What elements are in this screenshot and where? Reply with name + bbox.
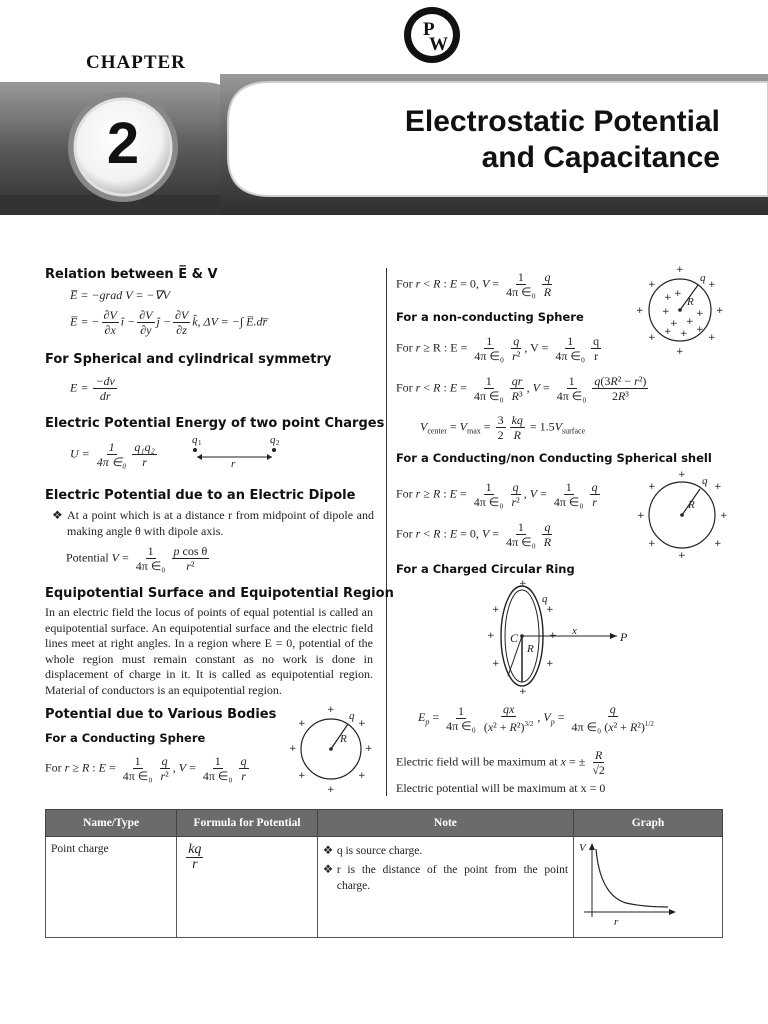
formula-dipole: Potential V = $\frac{1}{\text{4π ∈₀}}$ $\frac{\text{p cos θ}}{\text{r²}}$ [66, 544, 208, 573]
svg-text:P: P [423, 19, 435, 40]
formula-non-conducting-outside: For r ≥ R : E = $\frac{1}{\text{4π ∈₀}}$ $\frac{q}{\text{r²}}$ , V = $\frac{1}{\text{4π ∈₀}}$ $\frac{q}{r}$ [396, 334, 600, 363]
dipole-bullet: ❖ At a point which is at a distance r from midpoint of dipole and making angle θ with dipole axis. [52, 508, 374, 538]
formula-shell-inside: For r < R : E = 0, V = $\frac{1}{\text{4π ∈₀}}$ $\frac{q}{R}$ [396, 520, 552, 549]
conducting-sphere-diagram [286, 704, 376, 794]
pw-logo-icon [402, 5, 462, 65]
svg-text:q: q [192, 434, 198, 446]
graph-x-label: r [614, 916, 619, 927]
svg-text:+: + [678, 551, 686, 560]
svg-text:+: + [676, 265, 684, 275]
svg-text:W: W [429, 34, 448, 55]
subheading-ring: For a Charged Circular Ring [396, 562, 575, 576]
subheading-conducting-sphere: For a Conducting Sphere [45, 731, 206, 745]
svg-text:+: + [674, 289, 682, 299]
formula-energy: U = $\frac{1}{\text{4π ∈₀}}$ $\frac{\text{q₁q₂}}{r}$ [70, 440, 155, 469]
cell-note [317, 837, 573, 938]
svg-text:+: + [519, 579, 527, 589]
col-header-formula: Formula for Potential [177, 810, 318, 837]
svg-text:+: + [365, 744, 373, 754]
svg-text:+: + [546, 659, 554, 669]
heading-dipole: Electric Potential due to an Electric Dipole [45, 488, 356, 503]
formula-conducting-sphere: For r ≥ R : E = $\frac{1}{\text{4π ∈₀}}$ $\frac{q}{\text{r²}}$ , V = $\frac{1}{\text{4π ∈₀}}$ $\frac{q}{r}$ [45, 754, 247, 783]
chapter-label: CHAPTER [86, 52, 186, 73]
svg-text:R: R [527, 643, 534, 655]
svg-text:q: q [542, 593, 548, 605]
non-conducting-sphere-diagram [634, 264, 726, 356]
svg-text:P: P [620, 630, 628, 644]
svg-text:+: + [519, 687, 527, 696]
svg-text:+: + [289, 744, 297, 754]
svg-text:q: q [270, 434, 276, 446]
svg-text:+: + [664, 293, 672, 303]
svg-text:+: + [676, 347, 684, 356]
svg-text:+: + [298, 771, 306, 781]
svg-text:+: + [714, 539, 722, 549]
formula-shell-outside: For r ≥ R : E = $\frac{1}{\text{4π ∈₀}}$ $\frac{q}{\text{r²}}$ , V = $\frac{1}{\text{4π ∈₀}}$ $\frac{q}{r}$ [396, 480, 598, 509]
potential-max-line: Electric potential will be maximum at x = 0 [396, 781, 606, 795]
svg-text:+: + [708, 333, 716, 343]
v-vs-r-graph [574, 837, 720, 927]
svg-text:+: + [720, 511, 728, 521]
svg-text:+: + [686, 317, 694, 327]
note-item: ❖ r is the distance of the point from the point charge. [322, 864, 569, 892]
svg-text:+: + [648, 333, 656, 343]
formula-partial: E̅ = − $\frac{\partial V}{\partial x}$ î − $\frac{\partial V}{\partial y}$ ĵ − $\frac{\partial V}{\partial z}$ k̂, ΔV = −∫ E̅.dr̅ [70, 308, 268, 337]
svg-text:+: + [492, 659, 500, 669]
svg-text:+: + [708, 280, 716, 290]
svg-text:+: + [716, 306, 724, 316]
potential-table [45, 809, 723, 938]
svg-text:+: + [678, 470, 686, 480]
svg-text:+: + [670, 319, 678, 329]
svg-text:+: + [298, 719, 306, 729]
spherical-shell-diagram [636, 470, 728, 560]
cell-graph [574, 837, 723, 938]
svg-text:x: x [572, 625, 577, 637]
svg-text:C: C [510, 631, 519, 645]
svg-text:+: + [696, 309, 704, 319]
equipotential-paragraph: In an electric field the locus of points of equal potential is called an equipotential surface. An equipotential surface and the electric field lines meet at right angles. In a region where E = 0, potential of the whole region must remain constant as no work is done in displacement of charge in it. It is called as equipotential region. Material of conductors is an equipotential region. [45, 605, 373, 697]
svg-text:q: q [700, 272, 706, 284]
column-divider [386, 268, 387, 796]
formula-non-conducting-inside: For r < R : E = $\frac{1}{\text{4π ∈₀}}$ $\frac{qr}{\text{R³}}$ , V = $\frac{1}{\text{4π ∈₀}}$ $\frac{\text{q(3R² − r²)}}{\text{2R³}}$ [396, 374, 647, 403]
table-row [46, 837, 723, 938]
formula-inside-conducting: For r < R : E = 0, V = $\frac{1}{\text{4π ∈₀}}$ $\frac{q}{R}$ [396, 270, 552, 299]
chapter-title-line2: and Capacitance [481, 141, 720, 174]
svg-text:+: + [358, 719, 366, 729]
col-header-name: Name/Type [46, 810, 177, 837]
col-header-note: Note [317, 810, 573, 837]
svg-text:r: r [231, 458, 236, 469]
svg-text:+: + [648, 280, 656, 290]
svg-text:+: + [714, 482, 722, 492]
svg-text:1: 1 [198, 439, 202, 447]
chapter-number: 2 [106, 111, 140, 176]
svg-text:+: + [327, 705, 335, 715]
svg-text:+: + [636, 306, 644, 316]
svg-text:+: + [549, 631, 557, 641]
formula-vcenter: $V_{center} = V_{max}$ = $\frac{3}{2}$ $\frac{kq}{R}$ = $1.5V_{surface}$ [420, 413, 586, 442]
svg-text:+: + [358, 771, 366, 781]
table-header-row [46, 810, 723, 837]
formula-ring: $E_p$ = $\frac{1}{\text{4π ∈₀}}$ $\frac{qx}{(x^2 + R^2)^{3/2}}$ , $V_p$ = $\frac{q}{4\pi \in_0 (x^2 + R^2)^{1/2}}$ [418, 702, 654, 734]
heading-energy: Electric Potential Energy of two point Charges [45, 416, 385, 431]
svg-text:+: + [696, 325, 704, 335]
heading-bodies: Potential due to Various Bodies [45, 707, 277, 722]
svg-text:+: + [662, 307, 670, 317]
formula-grad: E̅ = −grad V = −∇V [70, 288, 170, 302]
svg-text:R: R [687, 296, 694, 308]
heading-relation: Relation between E̅ & V [45, 267, 218, 282]
field-max-line: Electric field will be maximum at x = ± $\frac{R}{√2}$ [396, 748, 605, 777]
subheading-shell: For a Conducting/non Conducting Spherical shell [396, 451, 712, 465]
svg-text:+: + [487, 631, 495, 641]
two-charges-diagram [186, 433, 286, 469]
svg-text:2: 2 [276, 439, 280, 447]
cell-formula: $\frac{kq}{r}$ [177, 837, 318, 938]
svg-text:q: q [349, 710, 355, 722]
svg-text:q: q [702, 475, 708, 487]
graph-y-label: V [579, 842, 586, 854]
svg-text:+: + [546, 605, 554, 615]
charged-ring-diagram [484, 578, 644, 696]
svg-text:+: + [648, 539, 656, 549]
svg-text:R: R [340, 733, 347, 745]
svg-text:+: + [492, 605, 500, 615]
svg-text:+: + [648, 482, 656, 492]
svg-text:R: R [688, 499, 695, 511]
col-header-graph: Graph [574, 810, 723, 837]
svg-text:+: + [637, 511, 645, 521]
subheading-non-conducting: For a non-conducting Sphere [396, 310, 584, 324]
heading-symmetry: For Spherical and cylindrical symmetry [45, 352, 332, 367]
svg-text:+: + [664, 327, 672, 337]
chapter-title-line1: Electrostatic Potential [404, 105, 720, 138]
svg-text:+: + [327, 785, 335, 794]
formula-symmetry: E = $\frac{-dv}{dr}$ [70, 374, 115, 403]
note-item: ❖ q is source charge. [322, 845, 423, 857]
heading-equipotential: Equipotential Surface and Equipotential Region [45, 586, 394, 601]
cell-name: Point charge [46, 837, 177, 938]
svg-text:+: + [680, 329, 688, 339]
